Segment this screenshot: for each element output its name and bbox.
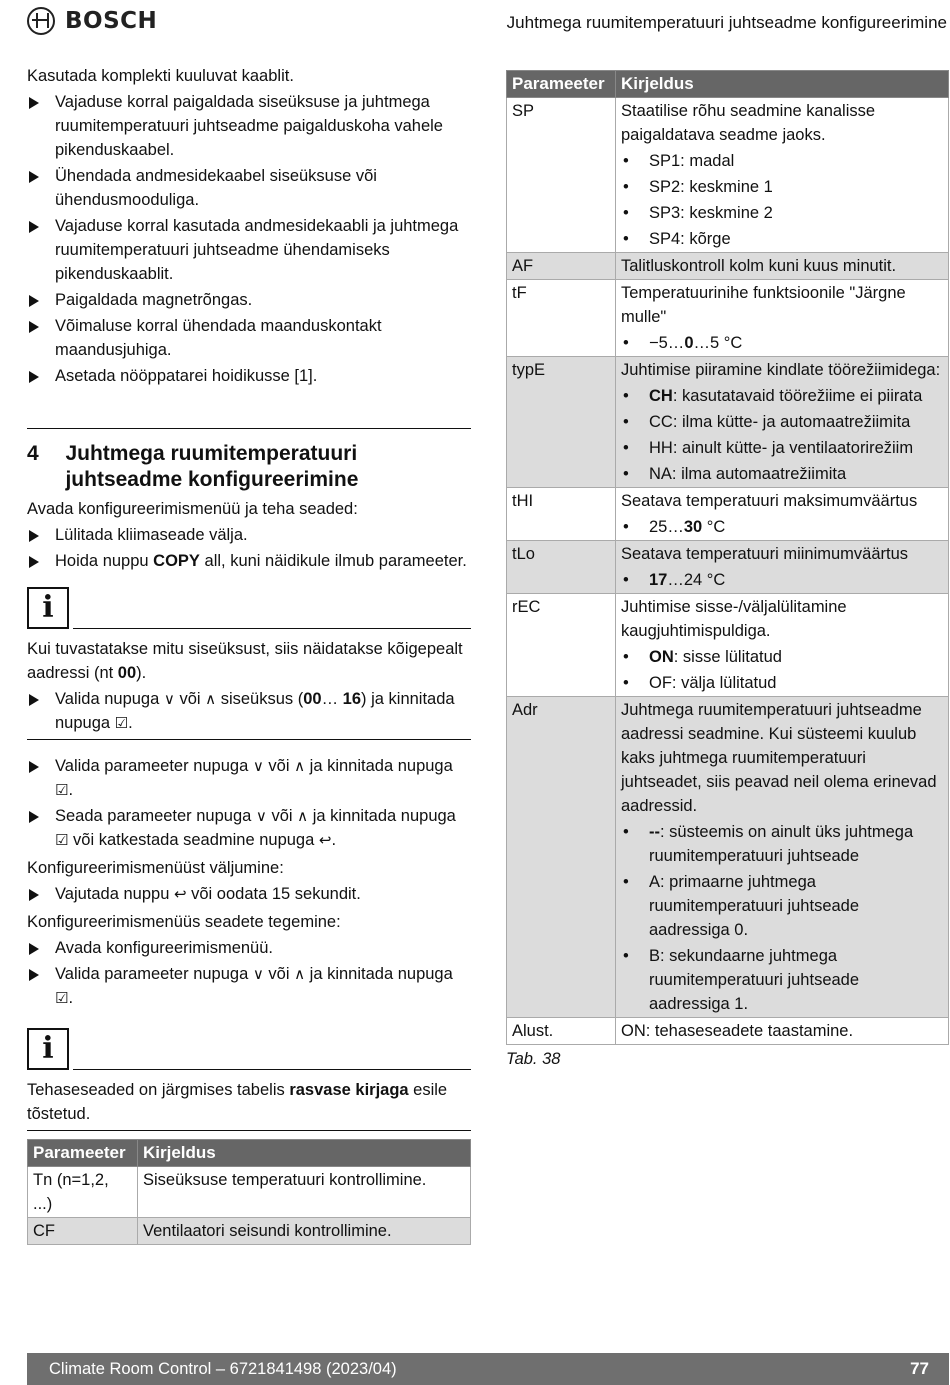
list-item: Võimaluse korral ühendada maanduskontakt maandusjuhiga.: [27, 314, 471, 362]
install-steps: [27, 90, 471, 388]
back-arrow-icon: ↩: [318, 831, 332, 849]
up-arrow-icon: ∧: [205, 690, 217, 708]
config-intro: Avada konfigureerimismenüü ja teha seaded:: [27, 500, 358, 518]
footer-doc-id: Climate Room Control – 6721841498 (2023/04): [49, 1360, 397, 1378]
info-box: [27, 1028, 471, 1070]
desc-cell: Talitluskontroll kolm kuni kuus minutit.: [616, 253, 949, 280]
param-cell: rEC: [507, 594, 616, 697]
list-item: Asetada nööppatarei hoidikusse [1].: [27, 364, 471, 388]
confirm-icon: ☑: [55, 989, 69, 1007]
info-steps: [27, 687, 471, 735]
back-arrow-icon: ↩: [173, 885, 187, 903]
table-caption: Tab. 38: [506, 1050, 561, 1068]
info-icon: i: [27, 587, 69, 629]
exit-title: Konfigureerimismenüüst väljumine:: [27, 859, 284, 877]
settings-steps: [27, 936, 471, 1010]
list-item: Vajutada nuppu ↩ või oodata 15 sekundit.: [27, 882, 471, 906]
param-cell: tHI: [507, 488, 616, 541]
right-column: [506, 70, 949, 1071]
parameter-table: [506, 70, 949, 1045]
info-rule: [73, 628, 471, 629]
table-row: [28, 1218, 471, 1245]
desc-cell: Juhtmega ruumitemperatuuri juhtseadme aadressi seadmine. Kui süsteemi kuulub kaks juhtmega ruumitemperatuuri juhtseadet, siis peavad neil olema erinevad aadressid. • --: süsteemis on ainult üks juhtmega ruumitemperatuuri juhtseade • A: primaarne juhtmega ruumitemperatuuri juhtseade aadressiga 0. • B: sekundaarne juhtmega ruumitemperatuuri juhtseade aadressiga 1.: [616, 697, 949, 1018]
down-arrow-icon: ∨: [255, 807, 267, 825]
list-item: Valida parameeter nupuga ∨ või ∧ ja kinnitada nupuga ☑.: [27, 754, 471, 802]
list-item: Lülitada kliimaseade välja.: [27, 523, 471, 547]
info-text: Tehaseseaded on järgmises tabelis rasvase kirjaga esile tõstetud.: [27, 1081, 448, 1123]
desc-cell: Staatilise rõhu seadmine kanalisse paigaldatava seadme jaoks. • SP1: madal • SP2: keskmine 1 • SP3: keskmine 2 • SP4: kõrge: [616, 98, 949, 253]
list-item: Vajaduse korral paigaldada siseüksuse ja juhtmega ruumitemperatuuri juhtseadme paigalduskoha vahele pikenduskaabel.: [27, 90, 471, 162]
section-heading: [27, 441, 471, 493]
column-header: Parameeter: [507, 71, 616, 98]
desc-cell: Juhtimise piiramine kindlate töörežiimidega: • CH: kasutatavaid töörežiime ei piirata • CC: ilma kütte- ja automaatrežiimita • HH: ainult kütte- ja ventilaatorirežiim • NA: ilma automaatrežiimita: [616, 357, 949, 488]
table-row: [28, 1167, 471, 1218]
section-divider: [27, 428, 471, 429]
list-item: • SP2: keskmine 1: [621, 175, 943, 199]
param-cell: Tn (n=1,2, ...): [28, 1167, 138, 1218]
list-item: • B: sekundaarne juhtmega ruumitemperatuuri juhtseade aadressiga 1.: [621, 944, 943, 1016]
param-cell: SP: [507, 98, 616, 253]
column-header: Kirjeldus: [138, 1140, 471, 1167]
info-box: [27, 587, 471, 629]
parameter-steps: [27, 754, 471, 852]
exit-steps: [27, 882, 471, 906]
page-number: 77: [910, 1359, 929, 1378]
list-item: • 25…30 °C: [621, 515, 943, 539]
list-item: • ON: sisse lülitatud: [621, 645, 943, 669]
info-end-rule: [27, 1130, 471, 1131]
table-header-row: [28, 1140, 471, 1167]
list-item: • SP3: keskmine 2: [621, 201, 943, 225]
param-cell: Alust.: [507, 1018, 616, 1045]
table-row: [507, 280, 949, 357]
list-item: • HH: ainult kütte- ja ventilaatorirežiim: [621, 436, 943, 460]
page-header: [0, 0, 950, 44]
table-row: [507, 253, 949, 280]
desc-cell: ON: tehaseseadete taastamine.: [616, 1018, 949, 1045]
up-arrow-icon: ∧: [294, 757, 306, 775]
list-item: • --: süsteemis on ainult üks juhtmega ruumitemperatuuri juhtseade: [621, 820, 943, 868]
table-row: [507, 594, 949, 697]
page-footer: [27, 1353, 949, 1385]
list-item: • −5…0…5 °C: [621, 331, 943, 355]
bosch-armature-icon: [27, 7, 55, 35]
table-row: [507, 488, 949, 541]
list-item: • OF: välja lülitatud: [621, 671, 943, 695]
info-rule: [73, 1069, 471, 1070]
list-item: Valida nupuga ∨ või ∧ siseüksus (00… 16) ja kinnitada nupuga ☑.: [27, 687, 471, 735]
brand-name: BOSCH: [65, 8, 158, 34]
desc-cell: Seatava temperatuuri maksimumväärtus • 25…30 °C: [616, 488, 949, 541]
table-row: [507, 357, 949, 488]
left-column: [27, 64, 471, 1131]
list-item: Seada parameeter nupuga ∨ või ∧ ja kinnitada nupuga ☑ või katkestada seadmine nupuga ↩.: [27, 804, 471, 852]
up-arrow-icon: ∧: [294, 965, 306, 983]
list-item: Hoida nuppu COPY all, kuni näidikule ilmub parameeter.: [27, 549, 471, 573]
list-item: • 17…24 °C: [621, 568, 943, 592]
table-header-row: [507, 71, 949, 98]
copy-key-label: COPY: [153, 552, 200, 570]
intro-text: Kasutada komplekti kuuluvat kaablit.: [27, 67, 294, 85]
confirm-icon: ☑: [55, 781, 69, 799]
param-cell: AF: [507, 253, 616, 280]
info-end-rule: [27, 739, 471, 740]
confirm-icon: ☑: [55, 831, 69, 849]
list-item: Vajaduse korral kasutada andmesidekaabli ja juhtmega ruumitemperatuuri juhtseadme ühendamiseks pikenduskaablit.: [27, 214, 471, 286]
list-item: Paigaldada magnetrõngas.: [27, 288, 471, 312]
list-item: Valida parameeter nupuga ∨ või ∧ ja kinnitada nupuga ☑.: [27, 962, 471, 1010]
desc-cell: Ventilaatori seisundi kontrollimine.: [138, 1218, 471, 1245]
table-row: [507, 1018, 949, 1045]
table-row: [507, 98, 949, 253]
info-text: Kui tuvastatakse mitu siseüksust, siis näidatakse kõigepealt aadressi (nt 00).: [27, 640, 463, 682]
desc-cell: Siseüksuse temperatuuri kontrollimine.: [138, 1167, 471, 1218]
settings-title: Konfigureerimismenüüs seadete tegemine:: [27, 913, 341, 931]
column-header: Kirjeldus: [616, 71, 949, 98]
list-item: • NA: ilma automaatrežiimita: [621, 462, 943, 486]
down-arrow-icon: ∨: [252, 965, 264, 983]
down-arrow-icon: ∨: [252, 757, 264, 775]
column-header: Parameeter: [28, 1140, 138, 1167]
list-item: Ühendada andmesidekaabel siseüksuse või ühendusmooduliga.: [27, 164, 471, 212]
up-arrow-icon: ∧: [297, 807, 309, 825]
list-item: • SP4: kõrge: [621, 227, 943, 251]
bosch-logo: [27, 7, 157, 35]
table-row: [507, 697, 949, 1018]
param-cell: tF: [507, 280, 616, 357]
list-item: Avada konfigureerimismenüü.: [27, 936, 471, 960]
confirm-icon: ☑: [114, 714, 129, 732]
section-title: Juhtmega ruumitemperatuuri juhtseadme konfigureerimine: [65, 442, 359, 491]
config-steps: [27, 523, 471, 573]
desc-cell: Juhtimise sisse-/väljalülitamine kaugjuhtimispuldiga. • ON: sisse lülitatud • OF: välja lülitatud: [616, 594, 949, 697]
section-number: 4: [27, 442, 39, 465]
list-item: • CC: ilma kütte- ja automaatrežiimita: [621, 410, 943, 434]
param-cell: tLo: [507, 541, 616, 594]
param-cell: typE: [507, 357, 616, 488]
diagnostics-table: [27, 1139, 471, 1245]
desc-cell: Temperatuurinihe funktsioonile "Järgne mulle" • −5…0…5 °C: [616, 280, 949, 357]
running-title: Juhtmega ruumitemperatuuri juhtseadme konfigureerimine: [506, 13, 947, 32]
table-row: [507, 541, 949, 594]
info-icon: i: [27, 1028, 69, 1070]
down-arrow-icon: ∨: [163, 690, 175, 708]
list-item: • CH: kasutatavaid töörežiime ei piirata: [621, 384, 943, 408]
list-item: • A: primaarne juhtmega ruumitemperatuuri juhtseade aadressiga 0.: [621, 870, 943, 942]
param-cell: Adr: [507, 697, 616, 1018]
desc-cell: Seatava temperatuuri miinimumväärtus • 17…24 °C: [616, 541, 949, 594]
param-cell: CF: [28, 1218, 138, 1245]
list-item: • SP1: madal: [621, 149, 943, 173]
